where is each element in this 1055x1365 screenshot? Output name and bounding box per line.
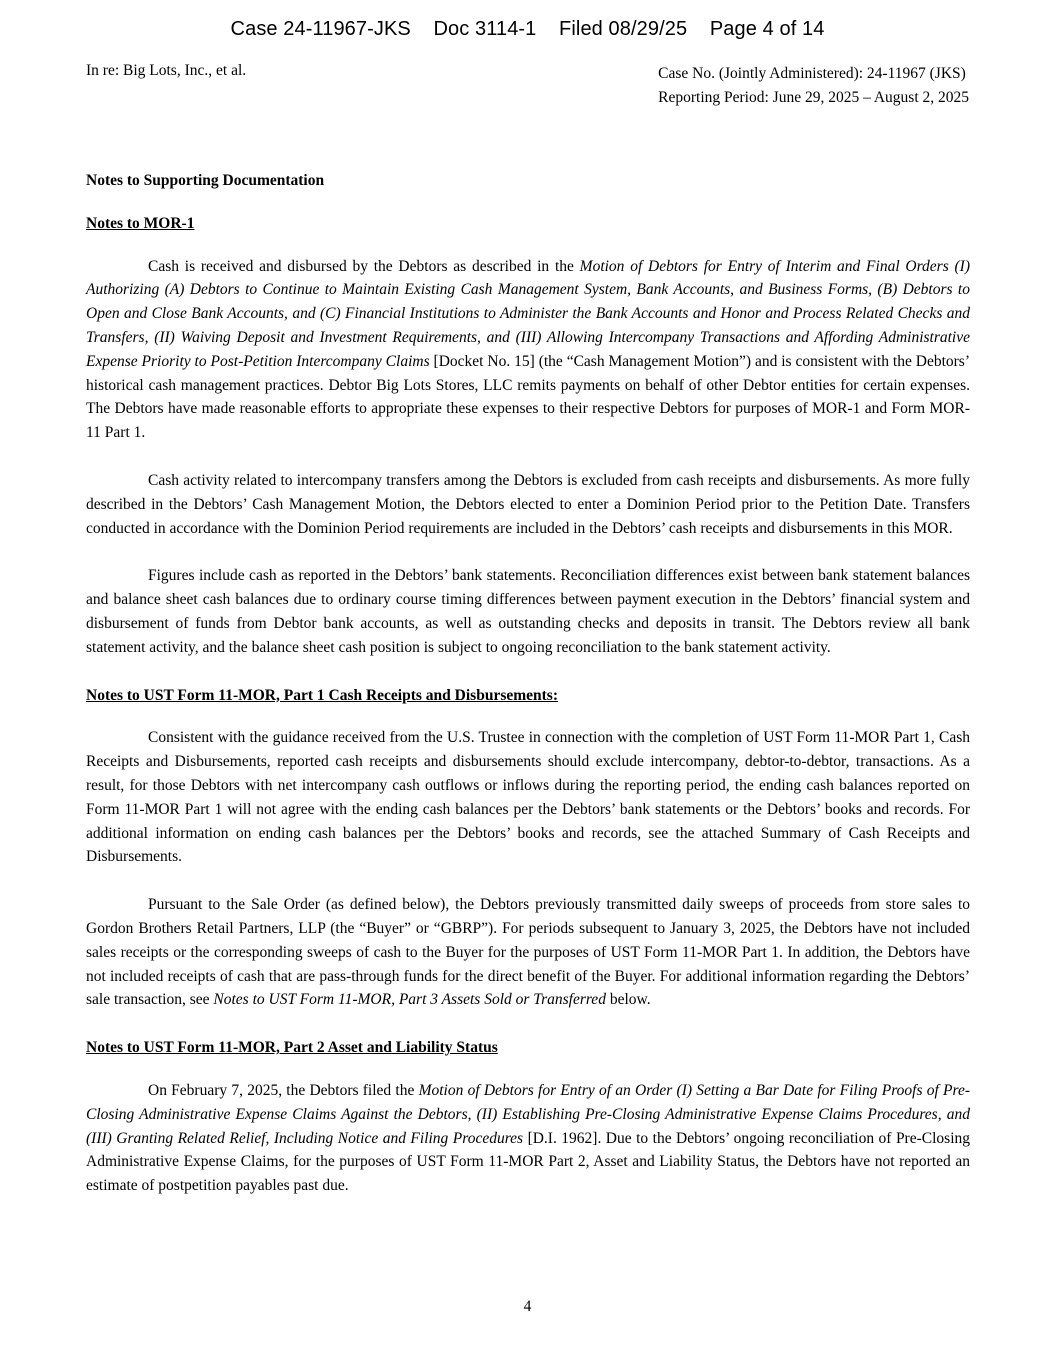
mor1-paragraph-2: Cash activity related to intercompany transfers among the Debtors is excluded from cash receipts and disbursements. As more fully described in the Debtors’ Cash Management Motion, the Debtors elected to enter a Dominion Period prior to the Petition Date. Transfers conducted in accordance with the Dominion Period requirements are included in the Debtors’ cash receipts and disbursements in this MOR. <box>86 471 970 537</box>
text-run: Cash is received and disbursed by the Debtors as described in the <box>148 257 580 275</box>
reporting-period: Reporting Period: June 29, 2025 – August 2, 2025 <box>658 89 969 106</box>
part2-paragraph-1 <box>86 1079 970 1198</box>
text-run: Pursuant to the Sale Order (as defined below), the Debtors previously transmitted daily sweeps of proceeds from store sales to Gordon Brothers Retail Partners, LLP (the “Buyer” or “GBRP”). For periods subsequent to January 3, 2025, the Debtors have not included sales receipts or the corresponding sweeps of cash to the Buyer for the purposes of UST Form 11-MOR Part 1. In addition, the Debtors have not included receipts of cash that are pass-through funds for the direct benefit of the Buyer. For additional information regarding the Debtors’ sale transaction, see <box>86 896 970 1009</box>
court-filing-stamp: Case 24-11967-JKS Doc 3114-1 Filed 08/29/25 Page 4 of 14 <box>230 18 825 40</box>
mor1-paragraph-1 <box>86 255 970 445</box>
section-heading-part2: Notes to UST Form 11-MOR, Part 2 Asset and Liability Status <box>86 1039 498 1057</box>
text-run: [D.I. 1962]. Due to the Debtors’ ongoing reconciliation of Pre-Closing Administrative Expense Claims, for the purposes of UST Form 11-MOR Part 2, Asset and Liability Status, the Debtors have not reported an estimate of postpetition payables past due. <box>86 1129 970 1195</box>
mor1-paragraph-3: Figures include cash as reported in the Debtors’ bank statements. Reconciliation differences exist between bank statement balances and balance sheet cash balances due to ordinary course timing differences between payment execution in the Debtors’ financial system and disbursement of funds from Debtor bank accounts, as well as outstanding checks and deposits in transit. The Debtors review all bank statement activity, and the balance sheet cash position is subject to ongoing reconciliation to the bank statement activity. <box>86 567 970 656</box>
text-run: On February 7, 2025, the Debtors filed the <box>148 1081 419 1099</box>
part1-paragraph-2 <box>86 893 970 1012</box>
text-run: below. <box>605 991 651 1009</box>
case-number: Case No. (Jointly Administered): 24-11967 (JKS) <box>658 65 966 82</box>
italic-motion-title: Motion of Debtors for Entry of an Order (I) Setting a Bar Date for Filing Proofs of Pre-Closing Administrative Expense Claims Against the Debtors, (II) Establishing Pre-Closing Administrative Expense Claims Procedures, and (III) Granting Related Relief, Including Notice and Filing Procedures <box>86 1081 971 1147</box>
section-heading-part1: Notes to UST Form 11-MOR, Part 1 Cash Receipts and Disbursements: <box>86 686 559 704</box>
section-heading-mor1: Notes to MOR-1 <box>86 214 195 232</box>
document-body <box>86 169 970 1222</box>
case-caption: In re: Big Lots, Inc., et al. <box>86 62 247 79</box>
case-info-block <box>658 62 969 110</box>
document-title: Notes to Supporting Documentation <box>86 172 325 189</box>
italic-motion-title: Motion of Debtors for Entry of Interim and Final Orders (I) Authorizing (A) Debtors to Continue to Maintain Existing Cash Management System, Bank Accounts, and Business Forms, (B) Debtors to Open and Close Bank Accounts, and (C) Financial Institutions to Administer the Bank Accounts and Honor and Process Related Checks and Transfers, (II) Waiving Deposit and Investment Requirements, and (III) Allowing Intercompany Transactions and Affording Administrative Expense Priority to Post-Petition Intercompany Claims <box>86 257 970 370</box>
italic-reference: Notes to UST Form 11-MOR, Part 3 Assets Sold or Transferred <box>213 991 606 1009</box>
text-run: [Docket No. 15] (the “Cash Management Motion”) and is consistent with the Debtors’ historical cash management practices. Debtor Big Lots Stores, LLC remits payments on behalf of other Debtor entities for certain expenses. The Debtors have made reasonable efforts to appropriate these expenses to their respective Debtors for purposes of MOR-1 and Form MOR-11 Part 1. <box>86 352 970 442</box>
page-number: 4 <box>523 1298 532 1315</box>
part1-paragraph-1: Consistent with the guidance received from the U.S. Trustee in connection with the completion of UST Form 11-MOR Part 1, Cash Receipts and Disbursements, reported cash receipts and disbursements should exclude intercompany, debtor-to-debtor, transactions. As a result, for those Debtors with net intercompany cash outflows or inflows during the reporting period, the ending cash balances reported on Form 11-MOR Part 1 will not agree with the ending cash balances per the Debtors’ bank statements or the Debtors’ books and records. For additional information on ending cash balances per the Debtors’ books and records, see the attached Summary of Cash Receipts and Disbursements. <box>86 729 970 866</box>
